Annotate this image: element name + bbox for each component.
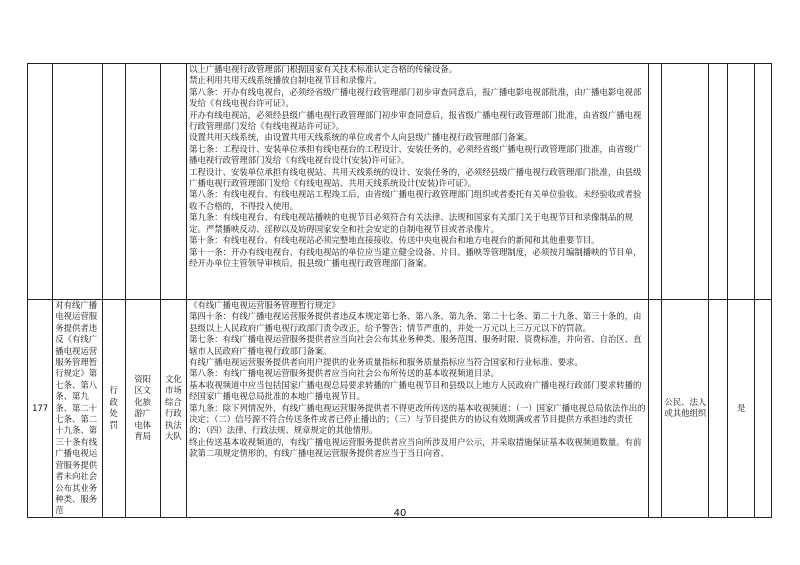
blank-cell bbox=[649, 64, 662, 300]
type-cell bbox=[102, 300, 125, 518]
basis-paragraph: 第八条：有线广播电视运营服务提供者应当向社会公布所传送的基本收视频道目录。 bbox=[189, 368, 499, 379]
basis-paragraph: 第七条：工程设计、安装单位承担有线电视台的工程设计、安装任务的，必须经省级广播电视行政管理部门批准，由省级广播电视行政管理部门发给《有线电视台设计(安装)许可证》。 bbox=[189, 143, 642, 166]
basis-paragraph: 终止传送基本收视频道的，有线广播电视运营服务提供者应当向所涉及用户公示，并采取措施保证基本收视频道数量。有前款第二项规定情形的，有线广播电视运营服务提供者应当于当日向省、 bbox=[189, 436, 642, 459]
item-cell bbox=[53, 64, 102, 300]
table-row bbox=[28, 300, 772, 518]
regulation-table bbox=[27, 63, 772, 518]
basis-paragraph: 第八条：开办有线电视台，必须经省级广播电视行政管理部门初步审查同意后，报广播电影电视部批准，由广播电影电视部发给《有线电视台许可证》。 bbox=[189, 86, 642, 109]
object-cell bbox=[662, 64, 709, 300]
basis-paragraph: 《有线广播电视运营服务管理暂行规定》 bbox=[189, 300, 340, 310]
basis-paragraph: 设置共用天线系统，由设置共用天线系统的单位或者个人向县级广播电视行政管理部门备案。 bbox=[189, 132, 533, 143]
legal-basis-cell bbox=[187, 64, 649, 300]
table-row bbox=[28, 64, 772, 300]
flag-cell: 是 bbox=[728, 300, 755, 518]
blank-cell bbox=[709, 300, 728, 518]
flag-cell bbox=[728, 64, 755, 300]
basis-paragraph: 第九条：有线电视台、有线电视站播映的电视节目必须符合有关法律、法规和国家有关部门关于电视节目和录像制品的规定。严禁播映反动、淫秽以及妨碍国家安全和社会安定的自制电视节目或者录像片。 bbox=[189, 212, 633, 234]
blank-cell bbox=[755, 300, 772, 518]
authority-cell bbox=[125, 300, 160, 518]
basis-paragraph: 第十一条：开办有线电视台、有线电视站的单位应当建立健全设备、片目、播映等管理制度，必须按月编制播映的节目单，经开办单位主管领导审核后，报县级广播电视行政管理部门备案。 bbox=[189, 246, 642, 268]
basis-paragraph: 工程设计、安装单位承担有线电视站、共用天线系统的设计、安装任务的，必须经县级广播电视行政管理部门批准，由县级广播电视行政管理部门发给《有线电视站、共用天线系统设计(安装)许可证》。 bbox=[189, 166, 642, 189]
row-number-cell: 177 bbox=[28, 300, 53, 518]
row-number-cell bbox=[28, 64, 53, 300]
enforcement-body-text: 文化市场综合行政执法大队 bbox=[165, 373, 182, 442]
blank-cell bbox=[649, 300, 662, 518]
page-number: 40 bbox=[393, 508, 407, 519]
basis-paragraph: 开办有线电视站，必须经县级广播电视行政管理部门初步审查同意后，报省级广播电视行政管理部门批准，由省级广播电视行政管理部门发给《有线电视站许可证》。 bbox=[189, 109, 642, 132]
basis-paragraph: 第九条：除下列情况外，有线广播电视运营服务提供者不得更改所传送的基本收视频道：（一）国家广播电视总局依法作出的决定；（二）信号源不符合传送条件或者已停止播出的；（三）与节目提供方的协议有效期满或者节目提供方承担违约责任的；（四）法律、行政法规、规章规定的其他情形。 bbox=[189, 402, 646, 436]
basis-paragraph: 以上广播电视行政管理部门根据国家有关技术标准认定合格的传输设备。 bbox=[189, 64, 458, 74]
basis-paragraph: 有线广播电视运营服务提供者向用户提供的业务质量指标和服务质量指标应当符合国家和行业标准、要求。 bbox=[189, 357, 583, 368]
blank-cell bbox=[709, 64, 728, 300]
type-cell bbox=[102, 64, 125, 300]
enforcement-body-cell bbox=[160, 300, 186, 518]
basis-paragraph: 禁止利用共用天线系统播放自制电视节目和录像片。 bbox=[189, 75, 382, 86]
authority-text: 资阳区文化旅游广电体育局 bbox=[134, 373, 152, 442]
basis-paragraph: 第十条：有线电视台、有线电视站必须完整地直接接收、传送中央电视台和地方电视台的新闻和其他重要节目。 bbox=[189, 235, 600, 246]
type-text: 行政处罚 bbox=[109, 385, 118, 430]
basis-paragraph: 第四十条：有线广播电视运营服务提供者违反本规定第七条、第八条、第九条、第二十七条、第二十九条、第三十条的，由县级以上人民政府广播电视行政部门责令改正，给予警告；情节严重的，并处一万元以上三万元以下的罚款。 bbox=[189, 311, 642, 333]
legal-basis-cell bbox=[187, 300, 649, 518]
item-cell: 对有线广播电视运营服务提供者违反《有线广播电视运营服务管理暂行规定》第七条、第八条、第九条、第二十七条、第二十九条、第三十条有线广播电视运营服务提供者未向社会公布其业务种类、服务范 bbox=[53, 300, 102, 518]
basis-paragraph: 第七条：有线广播电视运营服务提供者应当向社会公布其业务种类、服务范围、服务时限、资费标准，并向省、自治区、直辖市人民政府广播电视行政部门备案。 bbox=[189, 334, 642, 356]
basis-paragraph: 基本收视频道中应当包括国家广播电视总局要求转播的广播电视节目和县级以上地方人民政府广播电视行政部门要求转播的经国家广播电视总局批准的本地广播电视节目。 bbox=[189, 379, 642, 402]
authority-cell bbox=[125, 64, 160, 300]
basis-paragraph: 第八条：有线电视台、有线电视站工程竣工后，由省级广播电视行政管理部门组织或者委托有关单位验收。未经验收或者验收不合格的，不得投入使用。 bbox=[189, 189, 642, 211]
blank-cell bbox=[755, 64, 772, 300]
object-cell: 公民、法人或其他组织 bbox=[662, 300, 709, 518]
enforcement-body-cell bbox=[160, 64, 186, 300]
